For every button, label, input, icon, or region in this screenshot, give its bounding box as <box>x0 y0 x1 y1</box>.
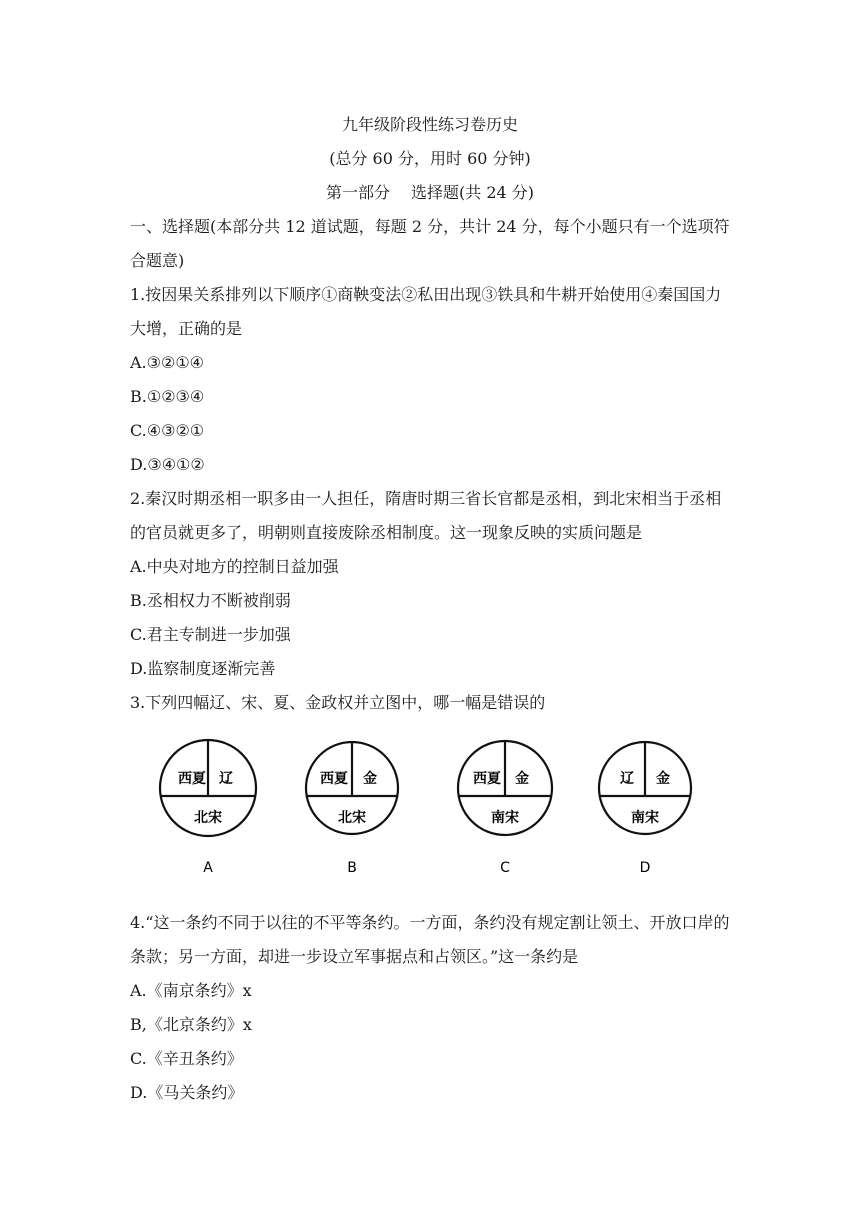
question-4-option-a: A.《南京条约》x <box>130 981 252 1000</box>
question-2-option-c: C.君主专制进一步加强 <box>130 625 291 644</box>
disc-a-top-left: 西夏 <box>178 771 206 787</box>
disc-a-letter: A <box>203 860 213 876</box>
disc-d-bottom: 南宋 <box>631 810 659 826</box>
disc-b-bottom: 北宋 <box>338 810 366 826</box>
question-2-option-a: A.中央对地方的控制日益加强 <box>130 557 339 576</box>
part-heading: 第一部分 选择题(共 24 分) <box>325 183 535 202</box>
disc-d-letter: D <box>639 860 651 876</box>
question-2-option-d: D.监察制度逐渐完善 <box>130 659 276 678</box>
exam-title: 九年级阶段性练习卷历史 <box>341 115 518 134</box>
disc-d-top-right: 金 <box>656 771 670 787</box>
disc-b-top-left: 西夏 <box>320 771 348 787</box>
disc-a-bottom: 北宋 <box>194 810 222 826</box>
section-intro: 一、选择题(本部分共 12 道试题，每题 2 分，共计 24 分，每个小题只有一个选项符合题意) <box>130 217 730 270</box>
exam-page <box>130 108 730 1110</box>
exam-subtitle: (总分 60 分，用时 60 分钟) <box>329 149 531 168</box>
question-3-figure <box>130 736 730 896</box>
question-1-stem: 1.按因果关系排列以下顺序①商鞅变法②私田出现③铁具和牛耕开始使用④秦国国力大增，正确的是 <box>130 285 722 338</box>
question-1-option-d: D.③④①② <box>130 455 205 474</box>
question-4-option-c: C.《辛丑条约》 <box>130 1049 243 1068</box>
question-2-stem: 2.秦汉时期丞相一职多由一人担任，隋唐时期三省长官都是丞相，到北宋相当于丞相的官员就更多了，明朝则直接废除丞相制度。这一现象反映的实质问题是 <box>130 489 722 542</box>
question-1-option-a: A.③②①④ <box>130 353 205 372</box>
disc-b-letter: B <box>347 860 357 876</box>
question-2-option-b: B.丞相权力不断被削弱 <box>130 591 291 610</box>
disc-c-bottom: 南宋 <box>491 810 519 826</box>
disc-c <box>458 741 552 876</box>
question-4-option-b: B,《北京条约》x <box>130 1015 252 1034</box>
disc-a-top-right: 辽 <box>219 771 233 787</box>
disc-c-top-left: 西夏 <box>473 771 501 787</box>
question-1-option-b: B.①②③④ <box>130 387 205 406</box>
disc-d <box>599 742 691 876</box>
disc-a <box>160 740 256 876</box>
disc-c-letter: C <box>500 860 510 876</box>
question-3-stem: 3.下列四幅辽、宋、夏、金政权并立图中，哪一幅是错误的 <box>130 693 546 712</box>
question-4-option-d: D.《马关条约》 <box>130 1083 244 1102</box>
disc-d-top-left: 辽 <box>620 771 634 787</box>
disc-c-top-right: 金 <box>515 771 529 787</box>
question-4-stem: 4.“这一条约不同于以往的不平等条约。一方面，条约没有规定割让领土、开放口岸的条款；另一方面，却进一步设立军事据点和占领区。”这一条约是 <box>130 913 730 966</box>
disc-b-top-right: 金 <box>363 771 377 787</box>
disc-b <box>306 742 398 876</box>
regime-discs <box>130 736 730 896</box>
question-1-option-c: C.④③②① <box>130 421 205 440</box>
